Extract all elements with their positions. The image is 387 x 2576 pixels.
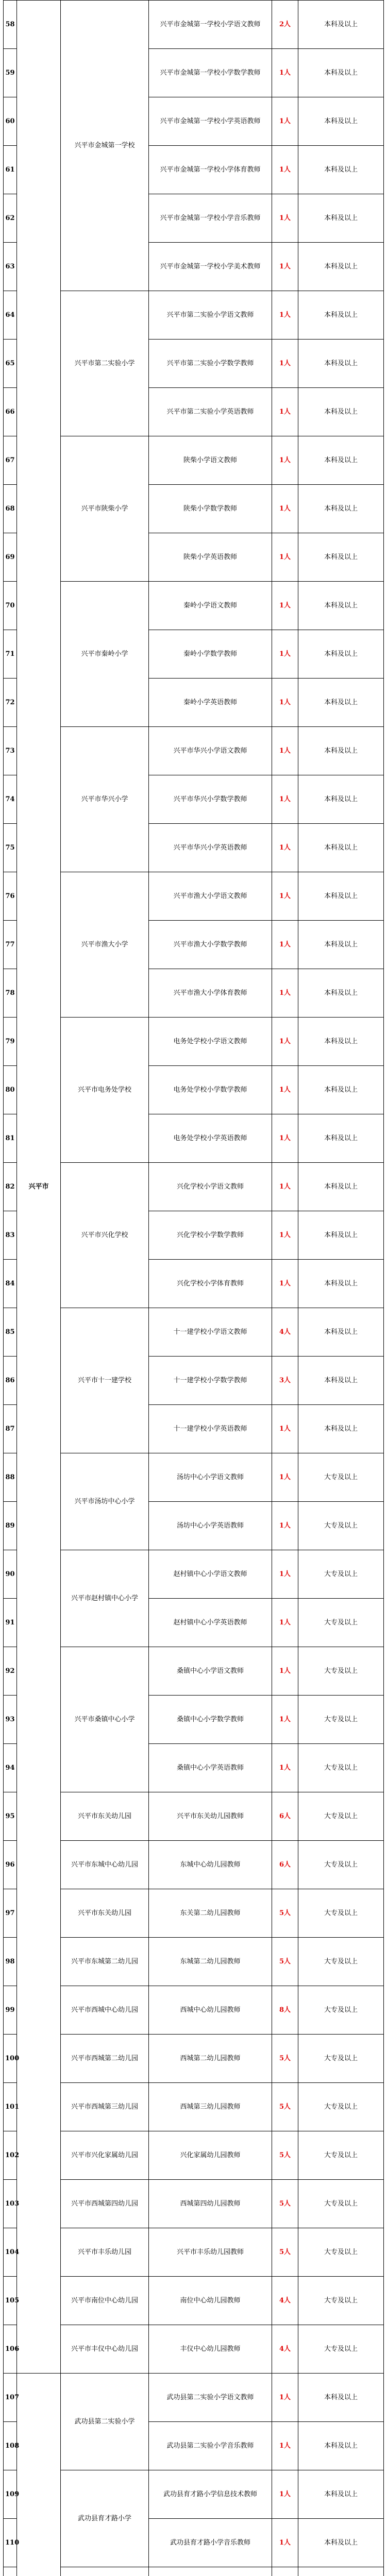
row-number: 81 — [4, 1114, 17, 1163]
row-number: 92 — [4, 1647, 17, 1696]
education-requirement: 大专及以上 — [298, 2228, 384, 2277]
hire-count: 6人 — [272, 1841, 298, 1889]
row-number: 90 — [4, 1550, 17, 1599]
education-requirement: 本科及以上 — [298, 2422, 384, 2470]
education-requirement: 本科及以上 — [298, 679, 384, 727]
hire-count: 4人 — [272, 1308, 298, 1357]
unit-name: 兴平市西城第三幼儿园 — [61, 2083, 149, 2131]
hire-count: 1人 — [272, 2422, 298, 2470]
row-number: 107 — [4, 2374, 17, 2422]
row-number: 66 — [4, 388, 17, 436]
row-number: 94 — [4, 1744, 17, 1792]
row-number: 93 — [4, 1696, 17, 1744]
row-number: 69 — [4, 533, 17, 582]
table-row — [4, 436, 384, 485]
hire-count: 8人 — [272, 1986, 298, 2035]
hire-count: 1人 — [272, 1018, 298, 1066]
education-requirement: 本科及以上 — [298, 388, 384, 436]
post-name: 兴平市第二实验小学语文教师 — [149, 291, 272, 340]
row-number: 82 — [4, 1163, 17, 1211]
post-name: 兴平市第二实验小学英语教师 — [149, 388, 272, 436]
hire-count: 2人 — [272, 1, 298, 49]
unit-name: 兴平市兴化家属幼儿园 — [61, 2131, 149, 2180]
education-requirement: 大专及以上 — [298, 2131, 384, 2180]
row-number: 67 — [4, 436, 17, 485]
unit-name: 兴平市丰乐幼儿园 — [61, 2228, 149, 2277]
unit-name — [61, 2567, 149, 2576]
education-requirement: 本科及以上 — [298, 1308, 384, 1357]
hire-count: 5人 — [272, 2228, 298, 2277]
education-requirement: 本科及以上 — [298, 291, 384, 340]
unit-name: 兴平市秦岭小学 — [61, 582, 149, 727]
hire-count: 1人 — [272, 49, 298, 97]
recruitment-table — [3, 0, 384, 2576]
unit-name: 兴平市赵村镇中心小学 — [61, 1550, 149, 1647]
post-name: 南位中心幼儿园教师 — [149, 2277, 272, 2325]
education-requirement: 大专及以上 — [298, 1986, 384, 2035]
education-requirement: 大专及以上 — [298, 1938, 384, 1986]
post-name: 兴平市金城第一学校小学英语教师 — [149, 97, 272, 146]
row-number: 105 — [4, 2277, 17, 2325]
post-name: 汤坊中心小学语文教师 — [149, 1453, 272, 1502]
unit-name: 兴平市金城第一学校 — [61, 1, 149, 291]
row-number: 104 — [4, 2228, 17, 2277]
post-name: 赵村镇中心小学英语教师 — [149, 1599, 272, 1647]
hire-count: 1人 — [272, 194, 298, 243]
table-row — [4, 2131, 384, 2180]
post-name: 兴化学校小学体育教师 — [149, 1260, 272, 1308]
row-number: 91 — [4, 1599, 17, 1647]
unit-name: 兴平市南位中心幼儿园 — [61, 2277, 149, 2325]
row-number: 78 — [4, 969, 17, 1018]
row-number: 59 — [4, 49, 17, 97]
education-requirement: 本科及以上 — [298, 969, 384, 1018]
row-number: 60 — [4, 97, 17, 146]
education-requirement: 本科及以上 — [298, 630, 384, 679]
row-number: 88 — [4, 1453, 17, 1502]
hire-count: 1人 — [272, 1599, 298, 1647]
hire-count: 1人 — [272, 1260, 298, 1308]
education-requirement: 大专及以上 — [298, 1502, 384, 1550]
post-name: 汤坊中心小学英语教师 — [149, 1502, 272, 1550]
unit-name: 兴平市西城中心幼儿园 — [61, 1986, 149, 2035]
hire-count: 6人 — [272, 1792, 298, 1841]
row-number: 110 — [4, 2519, 17, 2567]
post-name: 兴平市金城第一学校小学体育教师 — [149, 146, 272, 194]
table-row — [4, 1018, 384, 1066]
unit-name: 兴平市东城第二幼儿园 — [61, 1938, 149, 1986]
unit-name: 兴平市东关幼儿园 — [61, 1889, 149, 1938]
row-number: 64 — [4, 291, 17, 340]
table-row — [4, 2325, 384, 2374]
table-row — [4, 2035, 384, 2083]
post-name: 陕柴小学英语教师 — [149, 533, 272, 582]
table-row — [4, 291, 384, 340]
hire-count: 1人 — [272, 243, 298, 291]
hire-count: 1人 — [272, 533, 298, 582]
row-number: 97 — [4, 1889, 17, 1938]
hire-count: 1人 — [272, 340, 298, 388]
education-requirement: 本科及以上 — [298, 1211, 384, 1260]
education-requirement: 本科及以上 — [298, 582, 384, 630]
post-name: 兴平市金城第一学校小学语文教师 — [149, 1, 272, 49]
education-requirement: 本科及以上 — [298, 1018, 384, 1066]
post-name: 兴平市金城第一学校小学美术教师 — [149, 243, 272, 291]
row-number: 106 — [4, 2325, 17, 2374]
hire-count: 5人 — [272, 2035, 298, 2083]
post-name: 武功县育才路小学信息技术教师 — [149, 2470, 272, 2519]
hire-count: 5人 — [272, 2131, 298, 2180]
row-number: 85 — [4, 1308, 17, 1357]
table-row — [4, 2374, 384, 2422]
row-number: 86 — [4, 1357, 17, 1405]
row-number: 62 — [4, 194, 17, 243]
row-number: 102 — [4, 2131, 17, 2180]
hire-count: 1人 — [272, 1066, 298, 1114]
post-name: 兴平市金城第一学校小学数学教师 — [149, 49, 272, 97]
row-number: 80 — [4, 1066, 17, 1114]
post-name: 电务处学校小学语文教师 — [149, 1018, 272, 1066]
education-requirement: 大专及以上 — [298, 1599, 384, 1647]
unit-name: 兴平市桑镇中心小学 — [61, 1647, 149, 1792]
hire-count: 1人 — [272, 1647, 298, 1696]
row-number: 89 — [4, 1502, 17, 1550]
table-row — [4, 727, 384, 775]
hire-count: 1人 — [272, 969, 298, 1018]
table-row — [4, 1986, 384, 2035]
table-row — [4, 1792, 384, 1841]
unit-name: 兴平市汤坊中心小学 — [61, 1453, 149, 1550]
education-requirement: 大专及以上 — [298, 1550, 384, 1599]
post-name: 东城第二幼儿园教师 — [149, 1938, 272, 1986]
row-number: 100 — [4, 2035, 17, 2083]
education-requirement: 大专及以上 — [298, 2325, 384, 2374]
education-requirement: 本科及以上 — [298, 1357, 384, 1405]
row-number: 108 — [4, 2422, 17, 2470]
post-name: 兴平市华兴小学数学教师 — [149, 775, 272, 824]
hire-count: 1人 — [272, 1502, 298, 1550]
post-name: 兴平市金城第一学校小学音乐教师 — [149, 194, 272, 243]
hire-count: 1人 — [272, 1744, 298, 1792]
post-name: 东关第二幼儿园教师 — [149, 1889, 272, 1938]
table-row — [4, 2567, 384, 2576]
row-number: 83 — [4, 1211, 17, 1260]
hire-count: 1人 — [272, 1550, 298, 1599]
education-requirement: 大专及以上 — [298, 2083, 384, 2131]
education-requirement: 本科及以上 — [298, 824, 384, 872]
row-number: 76 — [4, 872, 17, 921]
hire-count: 1人 — [272, 1114, 298, 1163]
table-row — [4, 1647, 384, 1696]
education-requirement: 本科及以上 — [298, 340, 384, 388]
hire-count: 1人 — [272, 727, 298, 775]
post-name: 电务处学校小学数学教师 — [149, 1066, 272, 1114]
post-name: 西城第四幼儿园教师 — [149, 2180, 272, 2228]
table-row — [4, 1841, 384, 1889]
hire-count: 1人 — [272, 1211, 298, 1260]
hire-count: 3人 — [272, 1357, 298, 1405]
post-name: 兴化家属幼儿园教师 — [149, 2131, 272, 2180]
table-row — [4, 1938, 384, 1986]
table-row — [4, 582, 384, 630]
hire-count: 1人 — [272, 146, 298, 194]
education-requirement: 本科及以上 — [298, 146, 384, 194]
post-name: 陕柴小学语文教师 — [149, 436, 272, 485]
unit-name: 兴平市东关幼儿园 — [61, 1792, 149, 1841]
post-name: 秦岭小学语文教师 — [149, 582, 272, 630]
post-name: 电务处学校小学英语教师 — [149, 1114, 272, 1163]
row-number: 68 — [4, 485, 17, 533]
education-requirement: 大专及以上 — [298, 1696, 384, 1744]
table-row — [4, 2180, 384, 2228]
row-number: 95 — [4, 1792, 17, 1841]
row-number: 103 — [4, 2180, 17, 2228]
post-name: 兴化学校小学数学教师 — [149, 1211, 272, 1260]
education-requirement: 大专及以上 — [298, 1792, 384, 1841]
post-name: 兴化学校小学语文教师 — [149, 1163, 272, 1211]
post-name: 桑镇中心小学语文教师 — [149, 1647, 272, 1696]
post-name: 赵村镇中心小学语文教师 — [149, 1550, 272, 1599]
table-row — [4, 2277, 384, 2325]
row-number: 84 — [4, 1260, 17, 1308]
post-name: 兴平市华兴小学英语教师 — [149, 824, 272, 872]
row-number: 96 — [4, 1841, 17, 1889]
region-name: 兴平市 — [17, 1, 61, 2374]
hire-count — [272, 2567, 298, 2576]
row-number: 65 — [4, 340, 17, 388]
hire-count: 1人 — [272, 921, 298, 969]
row-number: 79 — [4, 1018, 17, 1066]
post-name: 秦岭小学英语教师 — [149, 679, 272, 727]
unit-name: 兴平市陕柴小学 — [61, 436, 149, 582]
table-row — [4, 1163, 384, 1211]
education-requirement: 本科及以上 — [298, 2374, 384, 2422]
row-number: 73 — [4, 727, 17, 775]
row-number: 101 — [4, 2083, 17, 2131]
education-requirement: 本科及以上 — [298, 1260, 384, 1308]
education-requirement: 本科及以上 — [298, 727, 384, 775]
table-row — [4, 1308, 384, 1357]
education-requirement: 本科及以上 — [298, 1066, 384, 1114]
unit-name: 兴平市西城第二幼儿园 — [61, 2035, 149, 2083]
unit-name: 兴平市兴化学校 — [61, 1163, 149, 1308]
unit-name: 兴平市渔大小学 — [61, 872, 149, 1018]
education-requirement: 本科及以上 — [298, 533, 384, 582]
education-requirement: 本科及以上 — [298, 1114, 384, 1163]
education-requirement: 本科及以上 — [298, 872, 384, 921]
unit-name: 兴平市西城第四幼儿园 — [61, 2180, 149, 2228]
education-requirement: 大专及以上 — [298, 1647, 384, 1696]
post-name: 武功县育才路小学音乐教师 — [149, 2519, 272, 2567]
education-requirement: 大专及以上 — [298, 1841, 384, 1889]
hire-count: 1人 — [272, 1163, 298, 1211]
unit-name: 兴平市东城中心幼儿园 — [61, 1841, 149, 1889]
education-requirement: 本科及以上 — [298, 1405, 384, 1453]
row-number: 99 — [4, 1986, 17, 2035]
hire-count: 1人 — [272, 824, 298, 872]
hire-count: 1人 — [272, 582, 298, 630]
hire-count: 1人 — [272, 679, 298, 727]
hire-count: 1人 — [272, 630, 298, 679]
education-requirement: 本科及以上 — [298, 243, 384, 291]
post-name: 陕柴小学数学教师 — [149, 485, 272, 533]
post-name: 兴平市华兴小学语文教师 — [149, 727, 272, 775]
post-name: 武功县第二实验小学音乐教师 — [149, 2422, 272, 2470]
row-number: 63 — [4, 243, 17, 291]
post-name: 西城第三幼儿园教师 — [149, 2083, 272, 2131]
unit-name: 兴平市第二实验小学 — [61, 291, 149, 436]
hire-count: 5人 — [272, 1938, 298, 1986]
education-requirement: 大专及以上 — [298, 2035, 384, 2083]
hire-count: 1人 — [272, 485, 298, 533]
row-number: 109 — [4, 2470, 17, 2519]
table-row — [4, 2470, 384, 2519]
education-requirement: 大专及以上 — [298, 1453, 384, 1502]
education-requirement: 大专及以上 — [298, 1889, 384, 1938]
hire-count: 5人 — [272, 1889, 298, 1938]
hire-count: 1人 — [272, 388, 298, 436]
post-name: 秦岭小学数学教师 — [149, 630, 272, 679]
education-requirement: 大专及以上 — [298, 2180, 384, 2228]
hire-count: 1人 — [272, 291, 298, 340]
post-name: 十一建学校小学语文教师 — [149, 1308, 272, 1357]
hire-count: 1人 — [272, 1696, 298, 1744]
hire-count: 1人 — [272, 2374, 298, 2422]
post-name: 兴平市丰乐幼儿园教师 — [149, 2228, 272, 2277]
education-requirement: 大专及以上 — [298, 2277, 384, 2325]
education-requirement — [298, 2567, 384, 2576]
post-name: 西城中心幼儿园教师 — [149, 1986, 272, 2035]
unit-name: 兴平市电务处学校 — [61, 1018, 149, 1163]
hire-count: 4人 — [272, 2277, 298, 2325]
hire-count: 1人 — [272, 775, 298, 824]
hire-count: 5人 — [272, 2083, 298, 2131]
table-row — [4, 1453, 384, 1502]
post-name: 西城第二幼儿园教师 — [149, 2035, 272, 2083]
row-number: 61 — [4, 146, 17, 194]
row-number — [4, 2567, 17, 2576]
hire-count: 5人 — [272, 2180, 298, 2228]
education-requirement: 本科及以上 — [298, 97, 384, 146]
post-name: 兴平市东关幼儿园教师 — [149, 1792, 272, 1841]
education-requirement: 本科及以上 — [298, 49, 384, 97]
unit-name: 兴平市丰仪中心幼儿园 — [61, 2325, 149, 2374]
education-requirement: 本科及以上 — [298, 1, 384, 49]
row-number: 71 — [4, 630, 17, 679]
education-requirement: 大专及以上 — [298, 1744, 384, 1792]
hire-count: 1人 — [272, 1405, 298, 1453]
hire-count: 1人 — [272, 97, 298, 146]
hire-count: 1人 — [272, 2470, 298, 2519]
post-name: 桑镇中心小学数学教师 — [149, 1696, 272, 1744]
education-requirement: 本科及以上 — [298, 775, 384, 824]
row-number: 75 — [4, 824, 17, 872]
post-name: 兴平市渔大小学体育教师 — [149, 969, 272, 1018]
hire-count: 1人 — [272, 872, 298, 921]
row-number: 87 — [4, 1405, 17, 1453]
row-number: 70 — [4, 582, 17, 630]
table-row — [4, 1, 384, 49]
hire-count: 4人 — [272, 2325, 298, 2374]
post-name: 东城中心幼儿园教师 — [149, 1841, 272, 1889]
post-name — [149, 2567, 272, 2576]
row-number: 58 — [4, 1, 17, 49]
education-requirement: 本科及以上 — [298, 194, 384, 243]
table-body — [4, 1, 384, 2576]
table-row — [4, 872, 384, 921]
education-requirement: 本科及以上 — [298, 2470, 384, 2519]
table-row — [4, 2083, 384, 2131]
hire-count: 1人 — [272, 2519, 298, 2567]
post-name: 丰仪中心幼儿园教师 — [149, 2325, 272, 2374]
unit-name: 武功县育才路小学 — [61, 2470, 149, 2567]
hire-count: 1人 — [272, 1453, 298, 1502]
row-number: 74 — [4, 775, 17, 824]
post-name: 桑镇中心小学英语教师 — [149, 1744, 272, 1792]
unit-name: 兴平市华兴小学 — [61, 727, 149, 872]
table-row — [4, 2228, 384, 2277]
post-name: 十一建学校小学数学教师 — [149, 1357, 272, 1405]
hire-count: 1人 — [272, 436, 298, 485]
unit-name: 兴平市十一建学校 — [61, 1308, 149, 1453]
table-row — [4, 1889, 384, 1938]
post-name: 兴平市第二实验小学数学教师 — [149, 340, 272, 388]
table-row — [4, 1550, 384, 1599]
education-requirement: 本科及以上 — [298, 1163, 384, 1211]
post-name: 武功县第二实验小学语文教师 — [149, 2374, 272, 2422]
row-number: 98 — [4, 1938, 17, 1986]
post-name: 兴平市渔大小学语文教师 — [149, 872, 272, 921]
education-requirement: 本科及以上 — [298, 2519, 384, 2567]
row-number: 77 — [4, 921, 17, 969]
row-number: 72 — [4, 679, 17, 727]
region-name — [17, 2374, 61, 2576]
education-requirement: 本科及以上 — [298, 436, 384, 485]
unit-name: 武功县第二实验小学 — [61, 2374, 149, 2470]
education-requirement: 本科及以上 — [298, 921, 384, 969]
post-name: 十一建学校小学英语教师 — [149, 1405, 272, 1453]
education-requirement: 本科及以上 — [298, 485, 384, 533]
post-name: 兴平市渔大小学数学教师 — [149, 921, 272, 969]
